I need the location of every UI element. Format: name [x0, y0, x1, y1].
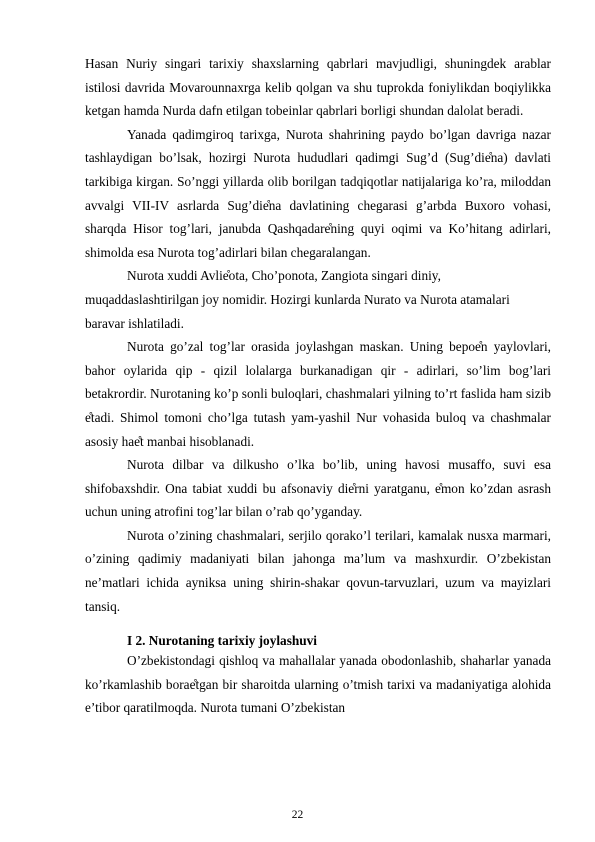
section-heading: I 2. Nurotaning tarixiy joylashuvi — [127, 633, 317, 649]
paragraph-nurota-name: Nurota xuddi Avlie̊ota, Cho’ponota, Zangiota singari diniy, muqaddaslashtirilgan joy nomidir. Hozirgi kunlarda Nurato va Nurota atamalari baravar ishlatiladi. — [85, 268, 510, 331]
paragraph-nurota-fame: Nurota o’zining chashmalari, serjilo qorako’l terilari, kamalak nusxa marmari, o’zining qadimiy madaniyati bilan jahonga ma’lum va mashxurdir. O’zbekistan ne’matlari ichida ayniksa uning shirin-shakar qovun-tarvuzlari, uzum va mayizlari tansiq. — [85, 527, 551, 614]
paragraph-nurota-nature: Nurota dilbar va dilkusho o’lka bo’lib, uning havosi musaffo, suvi esa shifobaxshdir. Ona tabiat xuddi bu afsonaviy die̊rni yaratganu, e̊mon ko’zdan asrash uchun uning atrofini tog’lar bilan o’rab qo’yganday. — [85, 457, 551, 520]
paragraph-hasan-nuriy: Hasan Nuriy singari tarixiy shaxslarning qabrlari mavjudligi, shuningdek arablar istilosi davrida Movarounnaxrga kelib qolgan va shu tuprokda foniylikdan boqiylikka ketgan hamda Nurda dafn etilgan tobeinlar qabrlari borligi shundan dalolat beradi. — [85, 56, 551, 119]
section-spacer — [85, 618, 551, 632]
page-body — [85, 52, 551, 720]
paragraph-nurota-history: Yanada qadimgiroq tarixga, Nurota shahrining paydo bo’lgan davriga nazar tashlaydigan bo’lsak, hozirgi Nurota hududlari qadimgi Sug’d (Sug’die̊na) davlati tarkibiga kirgan. So’nggi yillarda olib borilgan tadqiqotlar natijalariga ko’ra, miloddan avvalgi VII-IV asrlarda Sug’die̊na davlatining chegarasi g’arbda Buxoro vohasi, sharqda Hisor tog’lari, janubda Qashqadare̊ning quyi oqimi va Ko’hitang adirlari, shimolda esa Nurota tog’adirlari bilan chegaralangan. — [85, 126, 551, 260]
paragraph-nurota-landscape: Nurota go’zal tog’lar orasida joylashgan maskan. Uning bepoe̊n yaylovlari, bahor oylarida qip - qizil lolalarga burkanadigan qir - adirlari, so’lim bog’lari betakrordir. Nurotaning ko’p sonli buloqlari, chashmalari yilning to’rt faslida ham sizib e̊tadi. Shimol tomoni cho’lga tutash yam-yashil Nur vohasida buloq va chashmalar asosiy hae̊t manbai hisoblanadi. — [85, 339, 551, 449]
paragraph-section-intro: O’zbekistondagi qishloq va mahallalar yanada obodonlashib, shaharlar yanada ko’rkamlashib borae̊tgan bir sharoitda ularning o’tmish tarixi va madaniyatiga alohida e’tibor qaratilmoqda. Nurota tumani O’zbekistan — [85, 653, 551, 716]
page-number: 22 — [291, 809, 304, 821]
